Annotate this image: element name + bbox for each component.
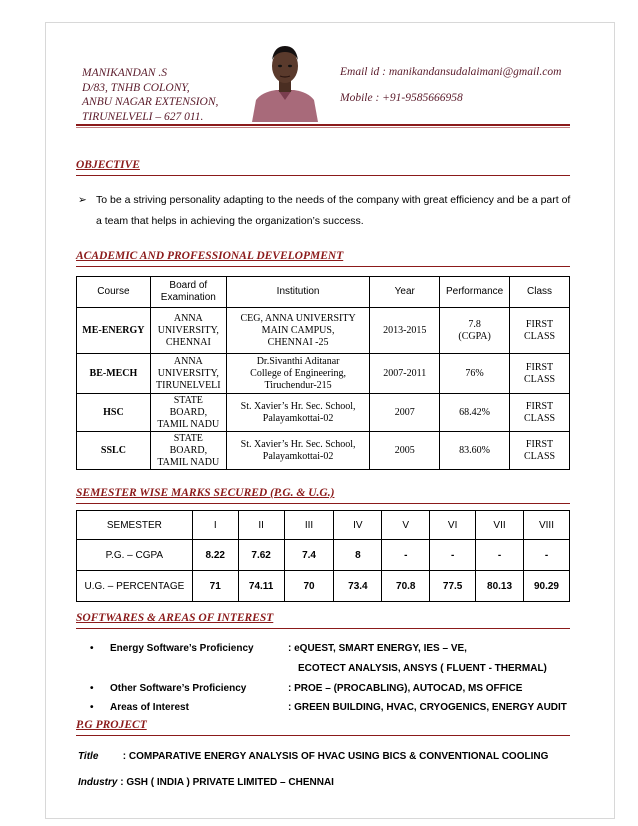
project-rule [76, 735, 570, 736]
table-row [77, 540, 570, 571]
performance-cell: 7.8 (CGPA) [440, 308, 510, 354]
header-divider [76, 124, 570, 126]
sem-header: V [382, 511, 430, 540]
address-line-2: ANBU NAGAR EXTENSION, [82, 96, 219, 108]
objective-title: OBJECTIVE [76, 159, 140, 171]
academic-table [76, 276, 570, 470]
year-cell: 2007-2011 [370, 354, 440, 394]
sem-header: SEMESTER [77, 511, 193, 540]
sem-value: 71 [192, 571, 238, 602]
semester-table [76, 510, 570, 602]
contact-right [340, 66, 561, 104]
year-cell: 2005 [370, 432, 440, 470]
year-cell: 2013-2015 [370, 308, 440, 354]
sem-value: 73.4 [334, 571, 382, 602]
institution-cell: St. Xavier’s Hr. Sec. School, Palayamkottai-02 [226, 394, 370, 432]
institution-cell: Dr.Sivanthi Aditanar College of Engineering, Tiruchendur-215 [226, 354, 370, 394]
col-year: Year [370, 277, 440, 308]
sem-value: - [476, 540, 524, 571]
software-rule [76, 628, 570, 629]
sem-header: II [238, 511, 284, 540]
table-row [77, 571, 570, 602]
software-label: Areas of Interest [110, 702, 189, 713]
col-performance: Performance [440, 277, 510, 308]
software-value: : PROE – (PROCABLING), AUTOCAD, MS OFFICE [288, 683, 523, 694]
sem-value: - [523, 540, 569, 571]
software-label: Energy Software’s Proficiency [110, 643, 254, 654]
sem-header: VI [430, 511, 476, 540]
bullet-icon: • [90, 643, 94, 654]
sem-value: - [382, 540, 430, 571]
class-cell: FIRST CLASS [510, 432, 570, 470]
sem-header: I [192, 511, 238, 540]
academic-header-row [77, 277, 570, 308]
class-cell: FIRST CLASS [510, 308, 570, 354]
board-cell: STATE BOARD, TAMIL NADU [150, 432, 226, 470]
sem-value: - [430, 540, 476, 571]
semester-rule [76, 503, 570, 504]
sem-value: 8.22 [192, 540, 238, 571]
sem-value: 7.62 [238, 540, 284, 571]
course-cell: HSC [77, 394, 151, 432]
sem-value: 74.11 [238, 571, 284, 602]
software-title: SOFTWARES & AREAS OF INTEREST [76, 612, 274, 624]
semester-header-row [77, 511, 570, 540]
bullet-icon: • [90, 702, 94, 713]
performance-cell: 68.42% [440, 394, 510, 432]
course-cell: ME-ENERGY [77, 308, 151, 354]
industry-key: Industry [78, 777, 118, 788]
board-cell: ANNA UNIVERSITY, CHENNAI [150, 308, 226, 354]
sem-header: III [284, 511, 334, 540]
objective-line-2: a team that helps in achieving the organization’s success. [96, 215, 364, 227]
institution-cell: CEG, ANNA UNIVERSITY MAIN CAMPUS, CHENNAI -25 [226, 308, 370, 354]
performance-cell: 76% [440, 354, 510, 394]
sem-value: 70.8 [382, 571, 430, 602]
address-line-3: TIRUNELVELI – 627 011. [82, 110, 204, 123]
objective-rule [76, 175, 570, 176]
profile-photo [250, 38, 320, 122]
email-text: Email id : manikandansudalaimani@gmail.com [340, 66, 562, 78]
semester-title: SEMESTER WISE MARKS SECURED (P.G. & U.G.) [76, 487, 335, 499]
sem-value: 80.13 [476, 571, 524, 602]
project-industry-line [78, 777, 334, 788]
address-line-1: D/83, TNHB COLONY, [82, 81, 190, 94]
industry-value: : GSH ( INDIA ) PRIVATE LIMITED – CHENNAI [120, 777, 334, 788]
col-institution: Institution [226, 277, 370, 308]
sem-header: VIII [523, 511, 569, 540]
mobile-text: Mobile : +91-9585666958 [340, 92, 463, 104]
contact-block [82, 66, 218, 124]
title-key: Title [78, 751, 99, 762]
table-row [77, 432, 570, 470]
sem-label: P.G. – CGPA [77, 540, 193, 571]
header-divider-thin [76, 127, 570, 128]
sem-value: 7.4 [284, 540, 334, 571]
software-label: Other Software’s Proficiency [110, 683, 247, 694]
sem-label: U.G. – PERCENTAGE [77, 571, 193, 602]
project-title-line [78, 751, 548, 762]
institution-cell: St. Xavier’s Hr. Sec. School, Palayamkottai-02 [226, 432, 370, 470]
sem-value: 8 [334, 540, 382, 571]
software-value-2: ECOTECT ANALYSIS, ANSYS ( FLUENT - THERMAL) [298, 663, 547, 674]
academic-rule [76, 266, 570, 267]
table-row [77, 354, 570, 394]
col-class: Class [510, 277, 570, 308]
sem-value: 90.29 [523, 571, 569, 602]
software-value: : eQUEST, SMART ENERGY, IES – VE, [288, 643, 467, 654]
sem-header: IV [334, 511, 382, 540]
course-cell: SSLC [77, 432, 151, 470]
sem-value: 70 [284, 571, 334, 602]
academic-title: ACADEMIC AND PROFESSIONAL DEVELOPMENT [76, 250, 344, 262]
board-cell: ANNA UNIVERSITY, TIRUNELVELI [150, 354, 226, 394]
bullet-icon: • [90, 683, 94, 694]
class-cell: FIRST CLASS [510, 354, 570, 394]
table-row [77, 308, 570, 354]
project-title: P.G PROJECT [76, 719, 147, 731]
board-cell: STATE BOARD, TAMIL NADU [150, 394, 226, 432]
arrow-bullet-icon: ➢ [78, 194, 87, 206]
title-value: : COMPARATIVE ENERGY ANALYSIS OF HVAC USING BICS & CONVENTIONAL COOLING [122, 751, 549, 762]
sem-value: 77.5 [430, 571, 476, 602]
col-course: Course [77, 277, 151, 308]
table-row [77, 394, 570, 432]
software-value: : GREEN BUILDING, HVAC, CRYOGENICS, ENERGY AUDIT [288, 702, 567, 713]
objective-line-1: To be a striving personality adapting to the needs of the company with great efficiency and be a part of [96, 194, 571, 206]
class-cell: FIRST CLASS [510, 394, 570, 432]
candidate-name: MANIKANDAN .S [82, 67, 167, 79]
col-board: Board of Examination [150, 277, 226, 308]
sem-header: VII [476, 511, 524, 540]
objective-text [78, 190, 578, 232]
performance-cell: 83.60% [440, 432, 510, 470]
course-cell: BE-MECH [77, 354, 151, 394]
year-cell: 2007 [370, 394, 440, 432]
